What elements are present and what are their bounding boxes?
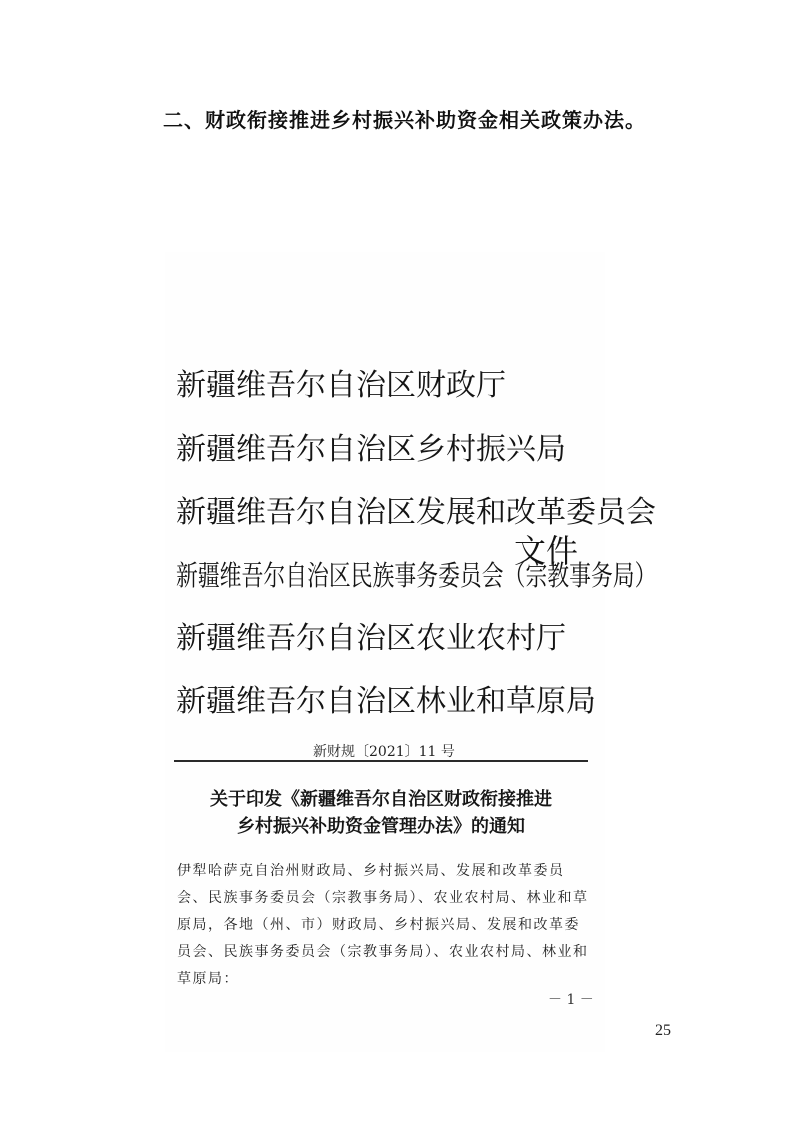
header-rule bbox=[174, 760, 588, 762]
recipients-paragraph: 伊犁哈萨克自治州财政局、乡村振兴局、发展和改革委员会、民族事务委员会（宗教事务局）、农业农村局、林业和草原局，各地（州、市）财政局、乡村振兴局、发展和改革委员会、民族事务委员会（宗教事务局）、农业农村局、林业和草原局： bbox=[177, 863, 589, 987]
notice-title-line: 关于印发《新疆维吾尔自治区财政衔接推进 bbox=[210, 789, 552, 810]
issuer-line: 新疆维吾尔自治区民族事务委员会（宗教事务局） bbox=[176, 559, 657, 592]
issuer-line: 新疆维吾尔自治区农业农村厅 bbox=[176, 621, 566, 656]
issuer-line: 新疆维吾尔自治区财政厅 bbox=[176, 368, 506, 403]
issuer-line: 新疆维吾尔自治区乡村振兴局 bbox=[176, 432, 566, 467]
notice-title-line: 乡村振兴补助资金管理办法》的通知 bbox=[237, 816, 525, 837]
issuer-line: 新疆维吾尔自治区发展和改革委员会 bbox=[176, 495, 656, 530]
scan-page-number: － 1 － bbox=[548, 992, 594, 1008]
document-number: 新财规〔2021〕11 号 bbox=[313, 744, 455, 760]
page-number: 25 bbox=[655, 1022, 671, 1039]
document-label: 文件 bbox=[514, 532, 579, 570]
issuer-line: 新疆维吾尔自治区林业和草原局 bbox=[176, 684, 596, 719]
section-heading: 二、财政衔接推进乡村振兴补助资金相关政策办法。 bbox=[163, 108, 646, 132]
